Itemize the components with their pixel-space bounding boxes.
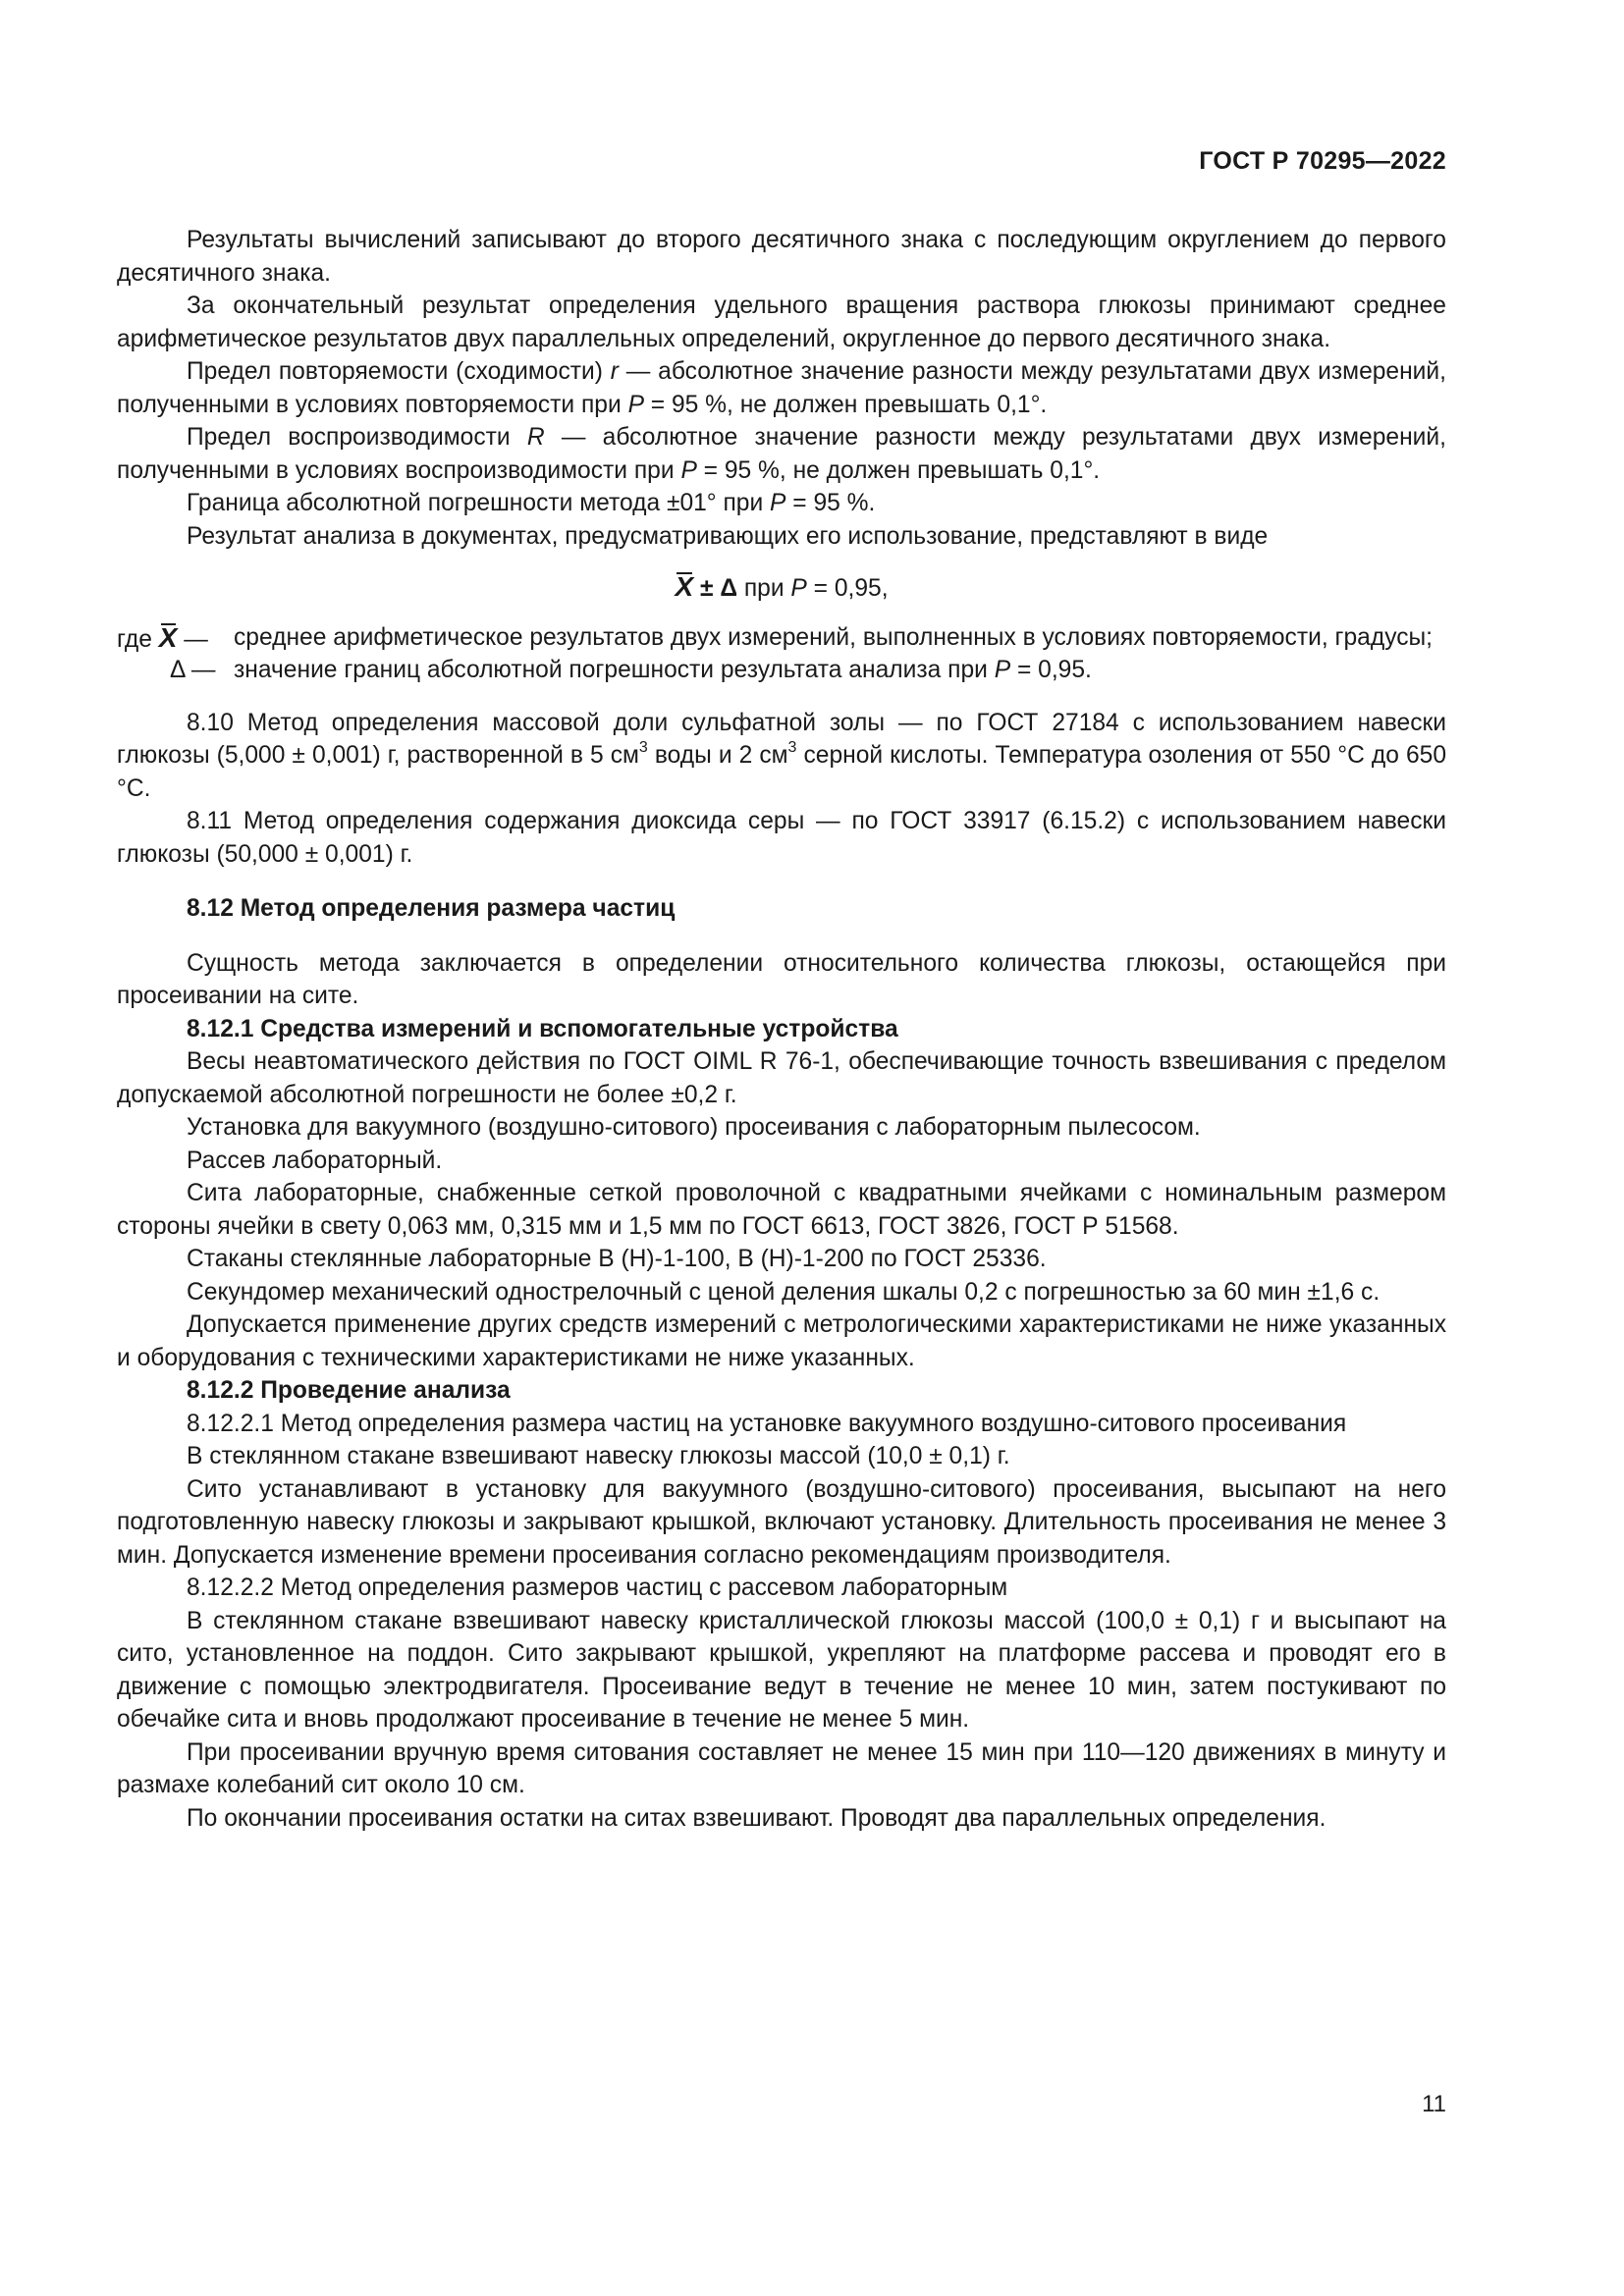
section-8-10: 8.10 Метод определения массовой доли сульфатной золы — по ГОСТ 27184 с использованием навески глюкозы (5,000 ± 0,001) г, растворенной в 5 $см^3$ воды и 2 $см^3$ серной кислоты. Температура озоления от 550 °С до 650 °С. (117, 709, 1446, 802)
equipment-item: Весы неавтоматического действия по ГОСТ OIML R 76-1, обеспечивающие точность взвешивания с пределом допускаемой абсолютной погрешности не более ±0,2 г. (117, 1048, 1446, 1108)
paragraph-repeatability: Предел повторяемости (сходимости) r — абсолютное значение разности между результатами двух измерений, полученными в условиях повторяемости при P = 95 %, не должен превышать 0,1°. (117, 358, 1446, 418)
page-number: 11 (1422, 2091, 1446, 2117)
subsection-heading-8-12-2: 8.12.2 Проведение анализа (187, 1377, 511, 1404)
paragraph: За окончательный результат определения удельного вращения раствора глюкозы принимают среднее арифметическое результатов двух параллельных определений, округленное до первого десятичного знака. (117, 293, 1446, 352)
where-term: Δ — (170, 657, 216, 683)
where-term: где X — (117, 621, 208, 653)
paragraph: Сущность метода заключается в определении относительного количества глюкозы, остающейся при просеивании на сите. (117, 949, 1446, 1009)
subsection-heading-8-12-1: 8.12.1 Средства измерений и вспомогательные устройства (187, 1015, 898, 1042)
paragraph: В стеклянном стакане взвешивают навеску глюкозы массой (10,0 ± 0,1) г. (187, 1443, 1010, 1469)
paragraph: В стеклянном стакане взвешивают навеску кристаллической глюкозы массой (100,0 ± 0,1) г и высыпают на сито, установленное на поддон. Сито закрывают крышкой, укрепляют на платформе рассева и проводят его в движение с помощью электродвигателя. Просеивание ведут в течение не менее 10 мин, затем постукивают по обечайке сита и вновь продолжают просеивание в течение не менее 5 мин. (117, 1607, 1446, 1733)
paragraph: Результат анализа в документах, предусматривающих его использование, представляют в виде (187, 522, 1269, 550)
result-formula: X ± Δ при P = 0,95, (675, 571, 889, 602)
paragraph: По окончании просеивания остатки на ситах взвешивают. Проводят два параллельных определения. (187, 1804, 1326, 1832)
section-8-11: 8.11 Метод определения содержания диоксида серы — по ГОСТ 33917 (6.15.2) с использованием навески глюкозы (50,000 ± 0,001) г. (117, 808, 1446, 868)
plus-minus-symbol: ± (699, 575, 714, 602)
paragraph: Результаты вычислений записывают до второго десятичного знака с последующим округлением до первого десятичного знака. (117, 227, 1446, 287)
section-heading-8-12: 8.12 Метод определения размера частиц (187, 895, 676, 922)
equipment-item: Стаканы стеклянные лабораторные В (Н)-1-100, В (Н)-1-200 по ГОСТ 25336. (187, 1246, 1047, 1272)
paragraph: При просеивании вручную время ситования составляет не менее 15 мин при 110—120 движениях в минуту и размахе колебаний сит около 10 см. (117, 1738, 1446, 1798)
paragraph: 8.12.2.2 Метод определения размеров частиц с рассевом лабораторным (187, 1575, 1008, 1601)
where-definition-xbar: где X — среднее арифметическое результатов двух измерений, выполненных в условиях повторяемости, градусы; (117, 621, 1446, 655)
page-body (117, 224, 1446, 1835)
delta-symbol: Δ (720, 575, 737, 602)
paragraph: 8.12.2.1 Метод определения размера частиц на установке вакуумного воздушно-ситового просеивания (187, 1410, 1347, 1437)
x-bar-symbol: X (675, 571, 694, 602)
paragraph-reproducibility: Предел воспроизводимости R — абсолютное значение разности между результатами двух измерений, полученными в условиях воспроизводимости при P = 95 %, не должен превышать 0,1°. (117, 424, 1446, 484)
paragraph: Сито устанавливают в установку для вакуумного (воздушно-ситового) просеивания, высыпают на него подготовленную навеску глюкозы и закрывают крышкой, включают установку. Длительность просеивания не менее 3 мин. Допускается изменение времени просеивания согласно рекомендациям производителя. (117, 1475, 1446, 1569)
equipment-item: Установка для вакуумного (воздушно-ситового) просеивания с лабораторным пылесосом. (187, 1114, 1201, 1141)
paragraph-error-limit: Граница абсолютной погрешности метода ±01° при P = 95 %. (187, 490, 876, 516)
equipment-item: Секундомер механический однострелочный с ценой деления шкалы 0,2 с погрешностью за 60 мин ±1,6 с. (187, 1278, 1380, 1306)
x-bar-symbol: X (158, 621, 178, 653)
equipment-item: Сита лабораторные, снабженные сеткой проволочной с квадратными ячейками с номинальным размером стороны ячейки в свету 0,063 мм, 0,315 мм и 1,5 мм по ГОСТ 6613, ГОСТ 3826, ГОСТ Р 51568. (117, 1180, 1446, 1240)
where-definition-delta: Δ — значение границ абсолютной погрешности результата анализа при P = 0,95. (117, 654, 1446, 687)
equipment-item: Рассев лабораторный. (187, 1147, 443, 1174)
equipment-item: Допускается применение других средств измерений с метрологическими характеристиками не ниже указанных и оборудования с техническими характеристиками не ниже указанных. (117, 1311, 1446, 1371)
document-id: ГОСТ Р 70295—2022 (1199, 147, 1446, 175)
